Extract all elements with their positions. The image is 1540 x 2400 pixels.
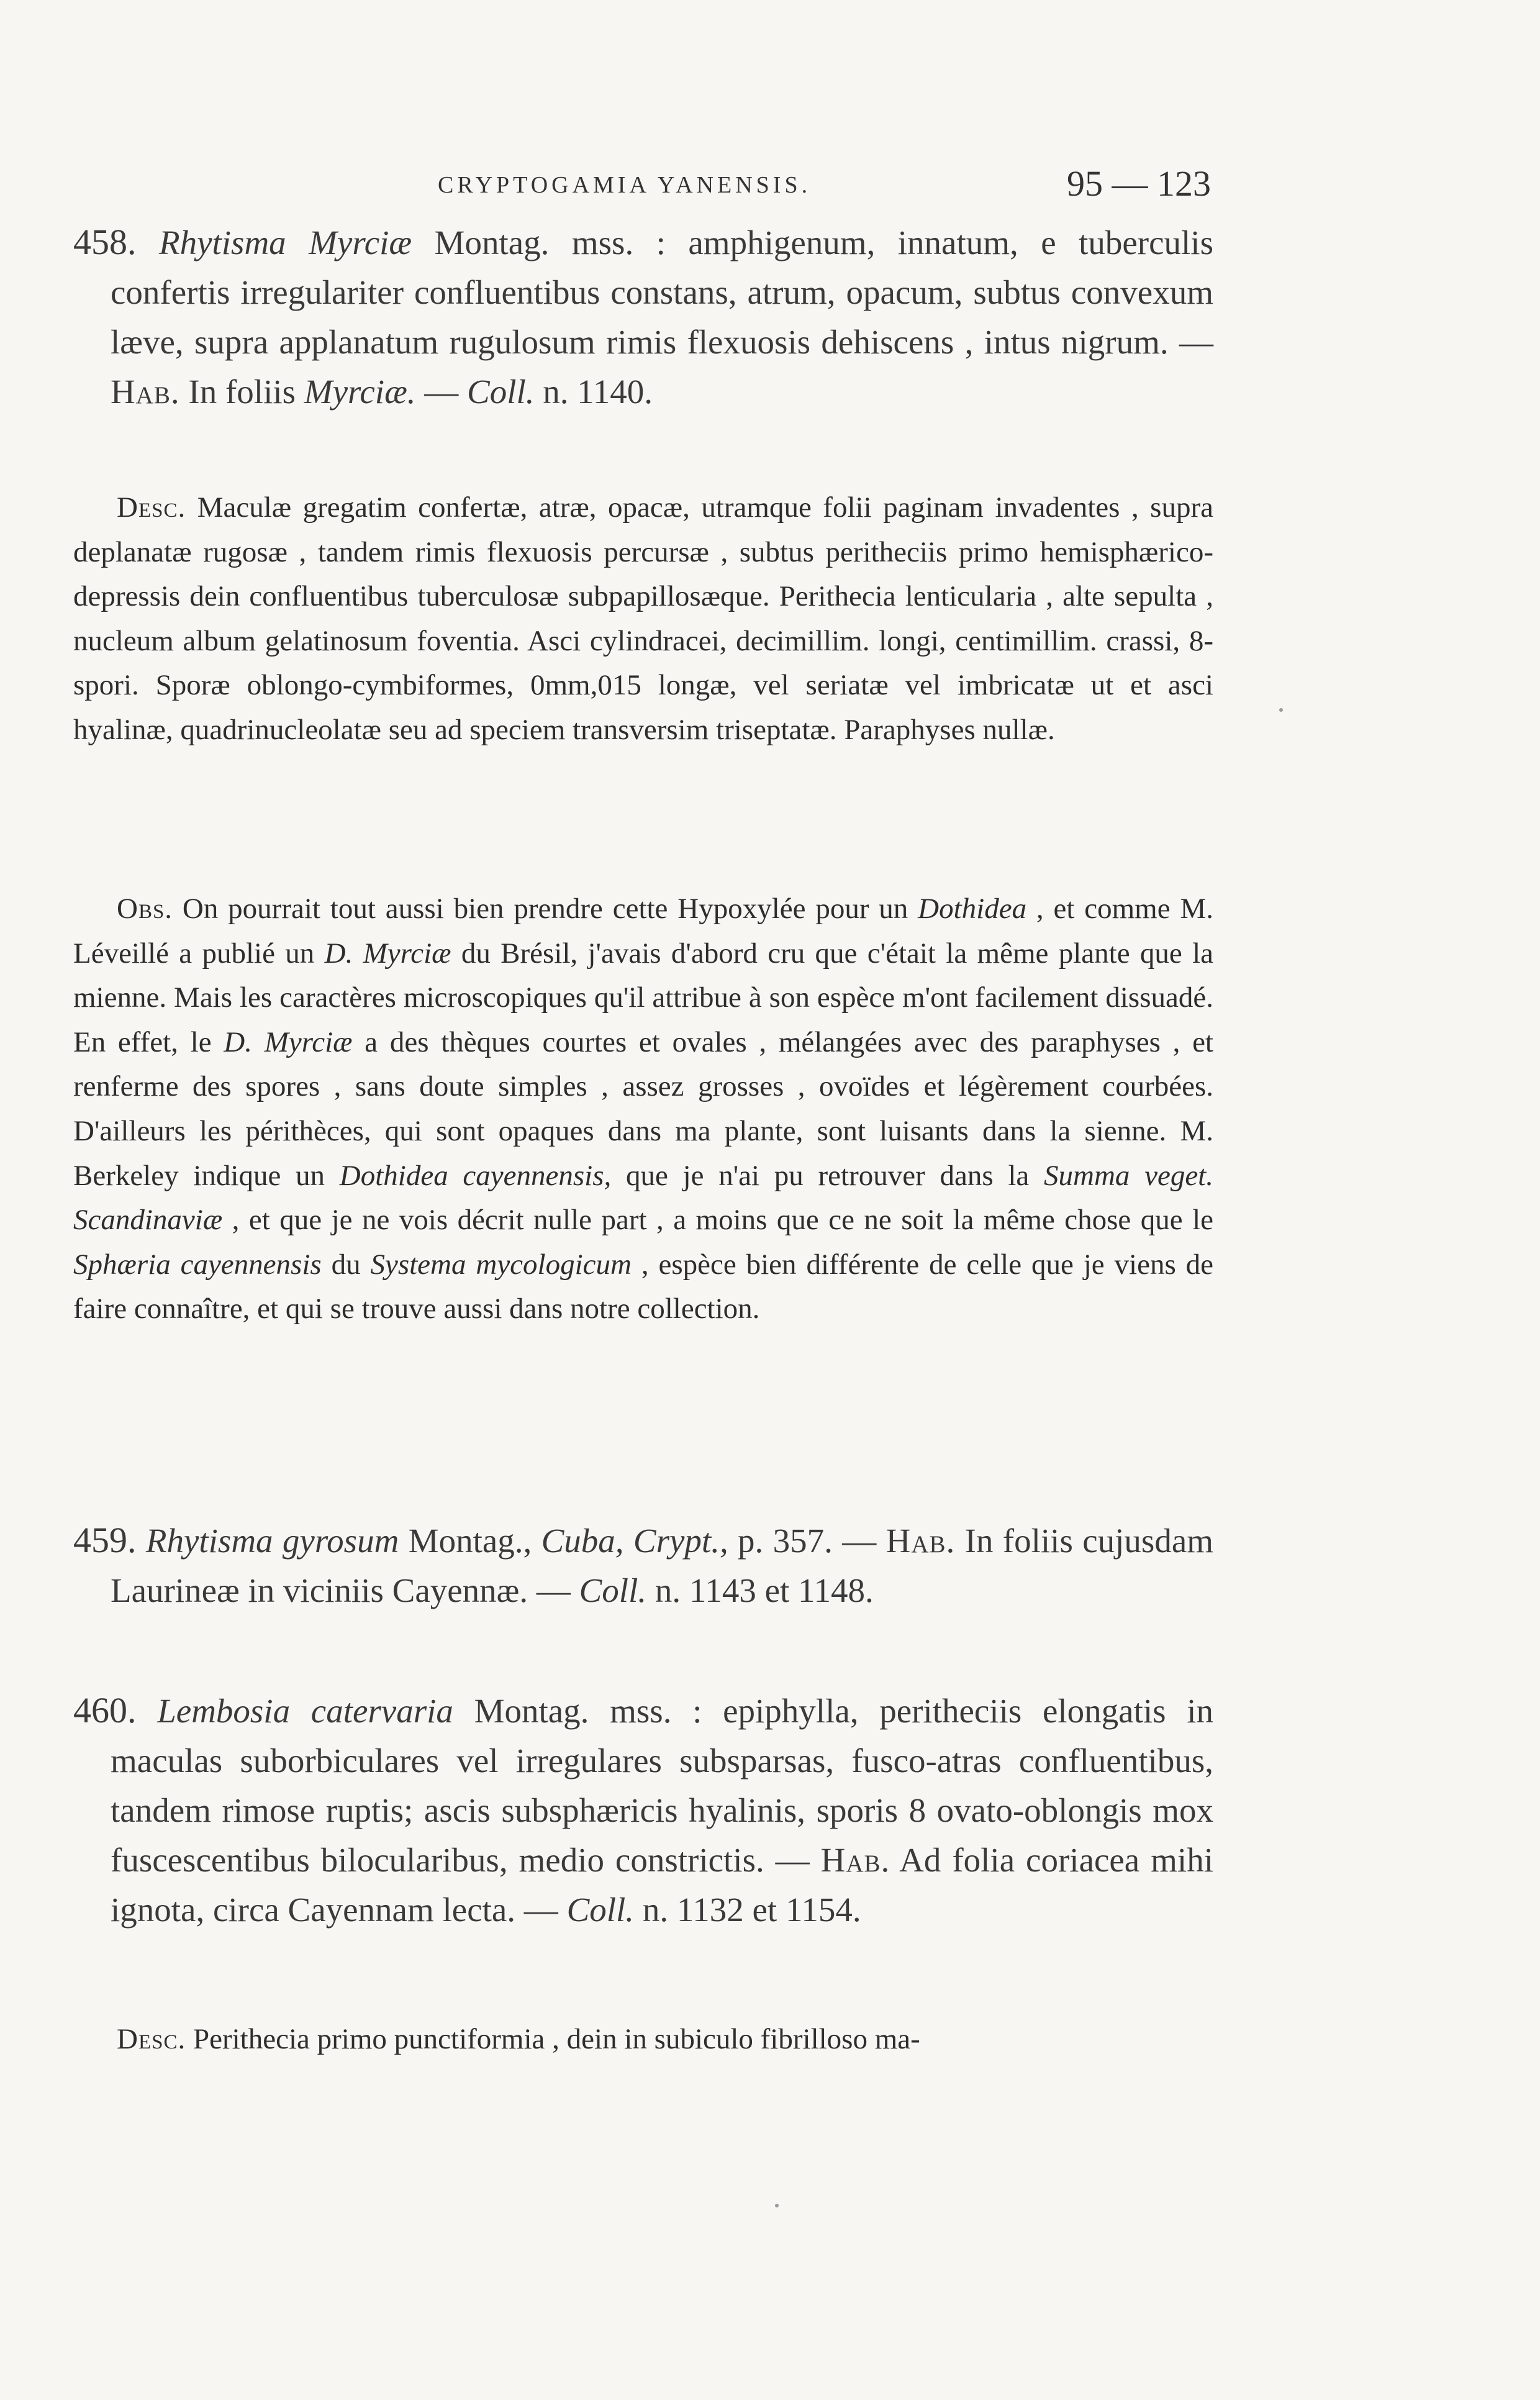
entry-text: Montag. mss. : amphigenum, innatum, e tuberculis confertis irregulariter confluentibus constans, atrum, opacum, subtus convexum læve, supra applanatum rugulosum rimis flexuosis dehiscens , intus nigrum. — [111,224,1213,361]
entry-text: p. 357. — [728,1522,886,1560]
entry-text: Montag., [399,1522,541,1560]
reference: Cuba, Crypt., [541,1522,728,1560]
obs-text: , et comme M. Léveillé a publié un [73,893,1213,970]
page-number: 95 — 123 [1067,163,1211,204]
hab-label: Hab. [886,1522,956,1560]
obs-text: On pourrait tout aussi bien prendre cette Hypoxylée pour un [173,893,918,925]
obs-text: du [321,1248,371,1281]
page-header [75,163,1211,206]
observation-458 [73,887,1213,1332]
obs-italic: Summa veget. Scandinaviæ [73,1159,1213,1237]
entry-459 [73,1516,1213,1616]
taxon-name: Rhytisma gyrosum [145,1522,399,1560]
entry-text: n. 1143 et 1148. [646,1571,874,1609]
entry-text: — [415,373,468,411]
obs-italic: Systema mycologicum [370,1248,632,1281]
obs-text: a des thèques courtes et ovales , mélangées avec des paraphyses , et renferme des spores , sans doute simples , assez grosses , ovoïdes et légèrement courbées. D'ailleurs les périthèces, qui sont opaques dans ma plante, sont luisants dans la sienne. M. Berkeley indique un [73,1025,1213,1192]
obs-text: que je n'ai pu retrouver dans la [611,1159,1044,1192]
description-458 [73,486,1213,753]
entry-number: 459. [73,1520,137,1560]
entry-number: 458. [73,222,137,262]
paper-speck [775,2204,779,2207]
coll-label: Coll. [467,373,535,411]
taxon-name: Rhytisma Myrciæ [158,224,412,261]
obs-italic: Dothidea cayennensis, [339,1159,612,1192]
desc-label: Desc. [117,491,186,524]
entry-text: Ad folia coriacea mihi ignota, circa Cayennam lecta. — [111,1841,1213,1929]
entry-number: 460. [73,1690,137,1730]
entry-text: n. 1140. [534,373,653,411]
obs-italic: D. Myrciæ [324,937,451,970]
host-name: Myrciæ. [304,373,416,411]
obs-text: du Brésil, j'avais d'abord cru que c'était la même plante que la mienne. Mais les caractères microscopiques qu'il attribue à son espèce m'ont facilement dissuadé. En effet, le [73,937,1213,1058]
desc-label: Desc. [117,2023,186,2055]
description-460 [73,2017,1213,2062]
coll-label: Coll. [566,1891,635,1929]
entry-text: n. 1132 et 1154. [634,1891,861,1929]
obs-italic: Dothidea [918,893,1027,925]
obs-text: , et que je ne vois décrit nulle part , a moins que ce ne soit la même chose que le [222,1204,1213,1237]
desc-text: Maculæ gregatim confertæ, atræ, opacæ, utramque folii paginam invadentes , supra deplanatæ rugosæ , tandem rimis flexuosis percursæ , subtus peritheciis primo hemisphærico-depressis dein confluentibus tuberculosæ subpapillosæque. Perithecia lenticularia , alte sepulta , nucleum album gelatinosum foventia. Asci cylindracei, decimillim. longi, centimillim. crassi, 8-spori. Sporæ oblongo-cymbiformes, 0mm,015 longæ, vel seriatæ vel imbricatæ ut et asci hyalinæ, quadrinucleolatæ seu ad speciem transversim triseptatæ. Paraphyses nullæ. [73,491,1213,746]
coll-label: Coll. [579,1571,647,1609]
entry-460 [73,1686,1213,1935]
entry-text: In foliis cujusdam Laurineæ in viciniis Cayennæ. — [111,1522,1214,1609]
entry-text: In foliis [179,373,304,411]
paper-speck [1279,708,1283,712]
desc-text: Perithecia primo punctiformia , dein in subiculo fibrilloso ma- [186,2023,920,2055]
entry-458 [73,217,1213,417]
running-title: CRYPTOGAMIA YANENSIS. [438,172,812,198]
obs-italic: Sphæria cayennensis [73,1248,322,1281]
taxon-name: Lembosia catervaria [157,1692,453,1730]
entry-text: Montag. mss. : epiphylla, peritheciis elongatis in maculas suborbiculares vel irregulares subsparsas, fusco-atras confluentibus, tandem rimose ruptis; ascis subsphæricis hyalinis, sporis 8 ovato-oblongis mox fuscescentibus bilocularibus, medio constrictis. — [111,1692,1213,1879]
obs-italic: D. Myrciæ [224,1025,353,1058]
hab-label: Hab. [111,373,180,411]
hab-label: Hab. [820,1841,890,1879]
obs-label: Obs. [117,893,173,925]
obs-text: , espèce bien différente de celle que je viens de faire connaître, et qui se trouve aussi dans notre collection. [73,1248,1214,1325]
